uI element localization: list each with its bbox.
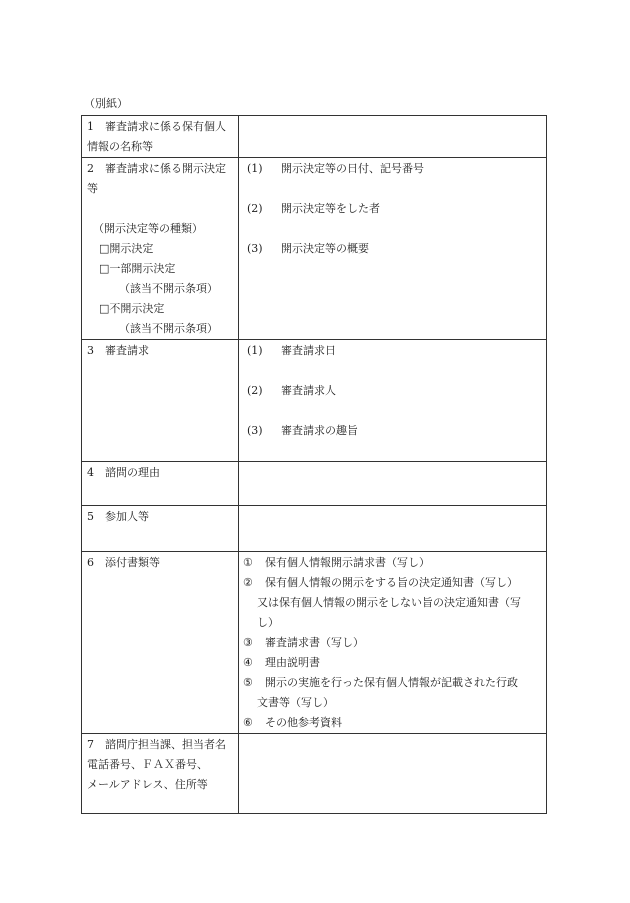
table-row-1 <box>82 116 547 158</box>
decision-type-heading: （開示決定等の種類） <box>93 222 203 235</box>
row-2-label-cont: 等 <box>87 182 98 195</box>
table-row-4 <box>82 462 547 506</box>
table-row-2 <box>82 158 547 340</box>
inquiry-form-table <box>81 115 547 814</box>
table-row-7 <box>82 734 547 814</box>
row-6-label: 添付書類等 <box>105 556 160 569</box>
list-item: (1) 審査請求日 <box>247 344 336 357</box>
row-7-label-cell <box>82 734 239 814</box>
row-6-label-cell <box>82 552 239 734</box>
row-3-content-cell <box>239 340 547 462</box>
table-row-5 <box>82 506 547 552</box>
row-5-content-cell <box>239 506 547 552</box>
option-partial-disclosure-label: 一部開示決定 <box>109 262 176 275</box>
row-6-number: 6 <box>87 556 94 569</box>
row-7-content-cell <box>239 734 547 814</box>
row-1-number: 1 <box>87 120 94 133</box>
partial-disclosure-article-note: （該当不開示条項） <box>119 282 218 295</box>
attachment-label: （別紙） <box>84 97 128 110</box>
row-3-label-cell <box>82 340 239 462</box>
list-item: ⑥ その他参考資料 <box>243 716 342 729</box>
row-2-content-cell <box>239 158 547 340</box>
list-item: (3) 審査請求の趣旨 <box>247 424 358 437</box>
row-4-label: 諮問の理由 <box>105 466 160 479</box>
row-4-label-cell <box>82 462 239 506</box>
row-4-number: 4 <box>87 466 94 479</box>
row-2-number: 2 <box>87 162 94 175</box>
row-1-label-cell <box>82 116 239 158</box>
row-6-content-cell: ① 保有個人情報開示請求書（写し） ② 保有個人情報の開示をする旨の決定通知書（写し） 又は保有個人情報の開示をしない旨の決定通知書（写 し） ③ 審査請求書（写し） ④ 理由説明書 ⑤ 開示の実施を行った保有個人情報が記載された行政 文書等（写し） ⑥ その他参考資料 <box>239 552 547 734</box>
list-item: ② 保有個人情報の開示をする旨の決定通知書（写し） <box>243 576 518 589</box>
row-7-label: 諮問庁担当課、担当者名 <box>105 738 226 751</box>
row-5-number: 5 <box>87 510 94 523</box>
row-4-content-cell <box>239 462 547 506</box>
row-2-label: 審査請求に係る開示決定 <box>105 162 226 175</box>
row-3-number: 3 <box>87 344 94 357</box>
table-row-3 <box>82 340 547 462</box>
list-item: ① 保有個人情報開示請求書（写し） <box>243 556 430 569</box>
row-1-content-cell <box>239 116 547 158</box>
list-item: (1) 開示決定等の日付、記号番号 <box>247 162 424 175</box>
list-item: (2) 審査請求人 <box>247 384 336 397</box>
row-1-label-cont: 情報の名称等 <box>87 140 153 153</box>
checkbox-disclosure[interactable]: □ <box>99 242 110 255</box>
option-non-disclosure-label: 不開示決定 <box>109 302 165 315</box>
row-3-label: 審査請求 <box>105 344 149 357</box>
non-disclosure-article-note: （該当不開示条項） <box>119 322 218 335</box>
row-5-label-cell <box>82 506 239 552</box>
list-item: ⑤ 開示の実施を行った保有個人情報が記載された行政 <box>243 676 518 689</box>
list-item: (2) 開示決定等をした者 <box>247 202 380 215</box>
row-5-label: 参加人等 <box>105 510 149 523</box>
option-disclosure-label: 開示決定 <box>109 242 154 255</box>
row-2-label-cell <box>82 158 239 340</box>
row-7-label-cont: 電話番号、ＦＡＸ番号、 <box>87 758 208 771</box>
list-item: (3) 開示決定等の概要 <box>247 242 369 255</box>
checkbox-non-disclosure[interactable]: □ <box>99 302 110 315</box>
list-item: ③ 審査請求書（写し） <box>243 636 364 649</box>
checkbox-partial-disclosure[interactable]: □ <box>99 262 110 275</box>
row-7-number: 7 <box>87 738 94 751</box>
row-7-label-cont2: メールアドレス、住所等 <box>87 778 208 791</box>
list-item: ④ 理由説明書 <box>243 656 320 669</box>
option-disclosure <box>87 239 234 259</box>
option-non-disclosure <box>87 299 234 319</box>
row-1-label: 審査請求に係る保有個人 <box>105 120 226 133</box>
option-partial-disclosure <box>87 259 234 279</box>
table-row-6 <box>82 552 547 734</box>
